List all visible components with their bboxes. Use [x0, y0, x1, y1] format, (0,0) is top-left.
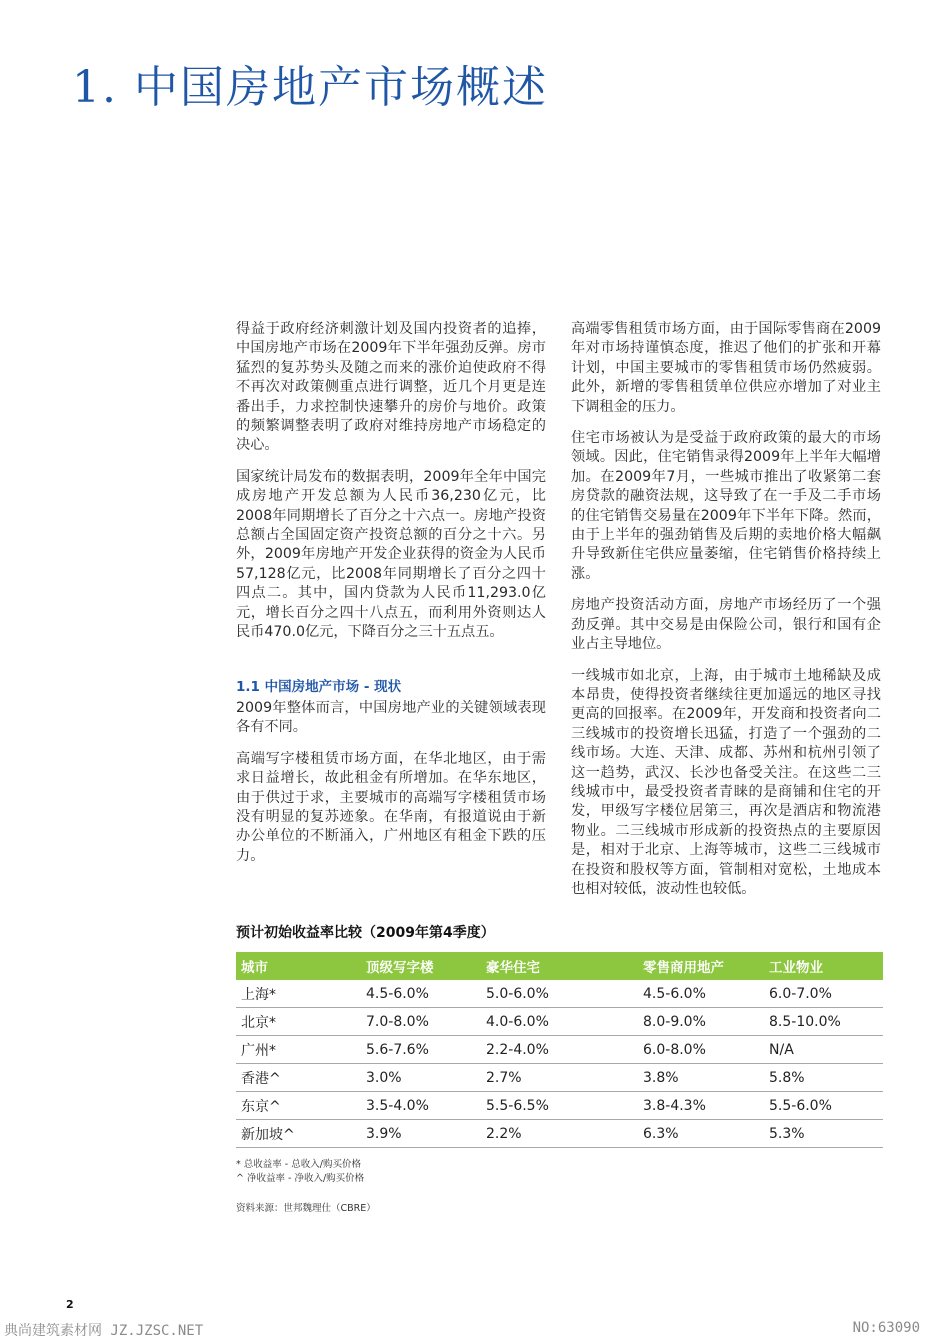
table-row — [236, 1064, 883, 1092]
table-cell: 3.5-4.0% — [361, 1092, 481, 1120]
table-row — [236, 1036, 883, 1064]
yield-table — [236, 952, 883, 1148]
table-cell: 5.5-6.5% — [481, 1092, 638, 1120]
table-header-row — [236, 952, 883, 980]
table-cell: 4.5-6.0% — [361, 980, 481, 1008]
table-cell: 6.3% — [638, 1120, 764, 1148]
table-cell: 6.0-7.0% — [764, 980, 883, 1008]
table-title: 预计初始收益率比较（2009年第4季度） — [236, 925, 495, 941]
table-cell: 8.0-9.0% — [638, 1008, 764, 1036]
table-cell: N/A — [764, 1036, 883, 1064]
table-cell: 6.0-8.0% — [638, 1036, 764, 1064]
paragraph: 高端零售租赁市场方面，由于国际零售商在2009年对市场持谨慎态度，推迟了他们的扩张和开幕计划，中国主要城市的零售租赁市场仍然疲弱。此外，新增的零售租赁单位供应亦增加了对业主下调租金的压力。 — [571, 321, 881, 415]
header-cell: 豪华住宅 — [481, 952, 638, 980]
paragraph: 房地产投资活动方面，房地产市场经历了一个强劲反弹。其中交易是由保险公司，银行和国有企业占主导地位。 — [571, 597, 881, 653]
table-cell: 2.7% — [481, 1064, 638, 1092]
table-row — [236, 1120, 883, 1148]
paragraph: 国家统计局发布的数据表明，2009年全年中国完成房地产开发总额为人民币36,230亿元，比2008年同期增长了百分之十六点一。房地产投资总额占全国固定资产投资总额的百分之十六。另外，2009年房地产开发企业获得的资金为人民币57,128亿元，比2008年同期增长了百分之四十四点二。其中，国内贷款为人民币11,293.0亿元，增长百分之四十八点五，而利用外资则达人民币470.0亿元，下降百分之三十五点五。 — [236, 468, 546, 641]
table-cell: 广州* — [236, 1036, 361, 1064]
paragraph: 一线城市如北京，上海，由于城市土地稀缺及成本昂贵，使得投资者继续往更加遥远的地区寻找更高的回报率。在2009年，开发商和投资者向二三线城市的投资增长迅猛，打造了一个强劲的二线市场。大连、天津、成都、苏州和杭州引领了这一趋势，武汉、长沙也备受关注。在这些二三线城市中，最受投资者青睐的是商铺和住宅的开发，甲级写字楼位居第三，再次是酒店和物流港物业。二三线城市形成新的投资热点的主要原因是，相对于北京、上海等城市，这些二三线城市在投资和股权等方面，管制相对宽松，土地成本也相对较低，波动性也较低。 — [571, 667, 881, 897]
table-row — [236, 980, 883, 1008]
table-cell: 7.0-8.0% — [361, 1008, 481, 1036]
table-cell: 3.8% — [638, 1064, 764, 1092]
table-cell: 3.0% — [361, 1064, 481, 1092]
footnote: ^ 净收益率 - 净收入/购买价格 — [236, 1173, 365, 1184]
page-title: 1. 中国房地产市场概述 — [72, 62, 548, 113]
table-cell: 东京^ — [236, 1092, 361, 1120]
table-notes — [236, 1158, 364, 1186]
paragraph: 高端写字楼租赁市场方面，在华北地区，由于需求日益增长，故此租金有所增加。在华东地区，由于供过于求，主要城市的高端写字楼租赁市场没有明显的复苏迹象。在华南，有报道说由于新办公单位的不断涌入，广州地区有租金下跌的压力。 — [236, 750, 546, 864]
table-cell: 5.0-6.0% — [481, 980, 638, 1008]
paragraph: 2009年整体而言，中国房地产业的关键领域表现各有不同。 — [236, 699, 546, 736]
table-cell: 新加坡^ — [236, 1120, 361, 1148]
right-column — [571, 320, 881, 911]
paragraph: 得益于政府经济刺激计划及国内投资者的追捧，中国房地产市场在2009年下半年强劲反弹。房市猛烈的复苏势头及随之而来的涨价迫使政府不得不再次对政策侧重点进行调整，近几个月更是连番出手，力求控制快速攀升的房价与地价。政策的频繁调整表明了政府对维持房地产市场稳定的决心。 — [236, 321, 546, 454]
section-heading: 1.1 中国房地产市场 - 现状 — [236, 678, 402, 695]
table-cell: 4.0-6.0% — [481, 1008, 638, 1036]
table-cell: 5.6-7.6% — [361, 1036, 481, 1064]
table-cell: 香港^ — [236, 1064, 361, 1092]
page-number: 2 — [66, 1298, 74, 1311]
left-column — [236, 320, 546, 878]
table-cell: 5.8% — [764, 1064, 883, 1092]
table-cell: 上海* — [236, 980, 361, 1008]
table-row — [236, 1008, 883, 1036]
watermark-left: 典尚建筑素材网 JZ.JZSC.NET — [4, 1323, 204, 1339]
table-cell: 5.5-6.0% — [764, 1092, 883, 1120]
header-cell: 城市 — [236, 952, 361, 980]
footnote: * 总收益率 - 总收入/购买价格 — [236, 1159, 361, 1170]
watermark-right: NO:63090 — [852, 1320, 920, 1336]
table-cell: 5.3% — [764, 1120, 883, 1148]
paragraph: 住宅市场被认为是受益于政府政策的最大的市场领域。因此，住宅销售录得2009年上半年大幅增加。在2009年7月，一些城市推出了收紧第二套房贷款的融资法规，这导致了在一手及二手市场的住宅销售交易量在2009年下半年下降。然而，由于上半年的强劲销售及后期的卖地价格大幅飙升导致新住宅供应量萎缩，住宅销售价格持续上涨。 — [571, 430, 881, 582]
table-cell: 2.2-4.0% — [481, 1036, 638, 1064]
header-cell: 工业物业 — [764, 952, 883, 980]
table-cell: 3.8-4.3% — [638, 1092, 764, 1120]
table-cell: 2.2% — [481, 1120, 638, 1148]
table-cell: 北京* — [236, 1008, 361, 1036]
header-cell: 零售商用地产 — [638, 952, 764, 980]
table-cell: 3.9% — [361, 1120, 481, 1148]
header-cell: 顶级写字楼 — [361, 952, 481, 980]
table-cell: 8.5-10.0% — [764, 1008, 883, 1036]
table-row — [236, 1092, 883, 1120]
source-note: 资料来源：世邦魏理仕（CBRE） — [236, 1203, 376, 1214]
table-cell: 4.5-6.0% — [638, 980, 764, 1008]
